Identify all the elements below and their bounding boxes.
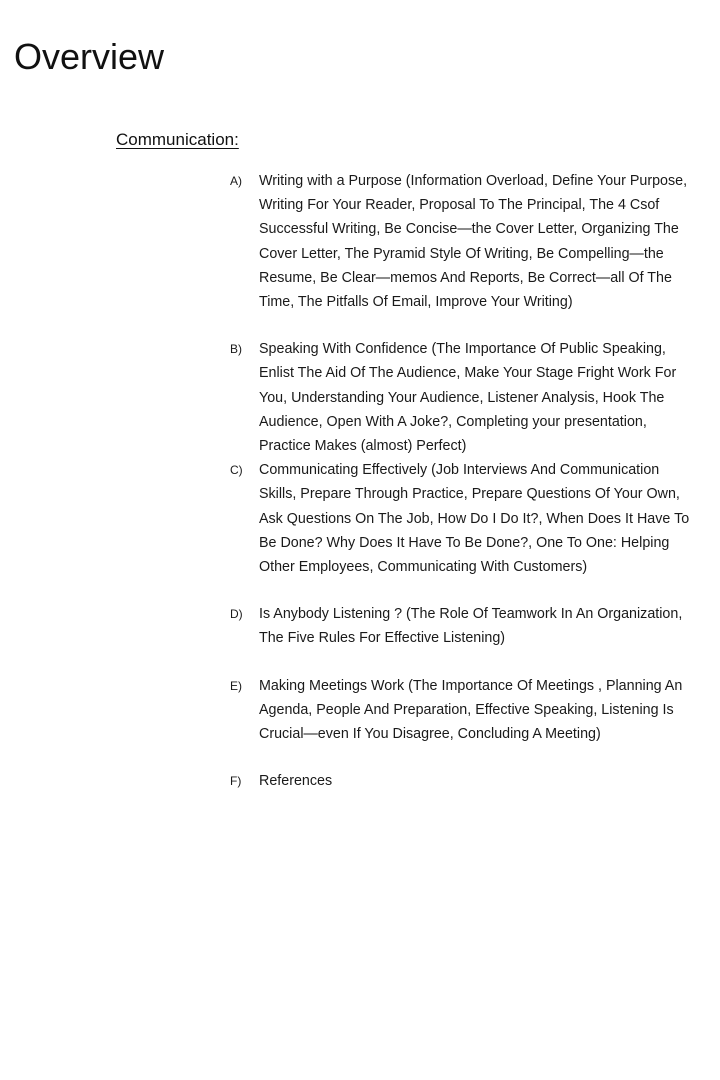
item-marker: C) <box>230 463 243 478</box>
outline-item-a <box>230 169 700 314</box>
outline-item-e <box>230 674 700 747</box>
item-text: Speaking With Confidence (The Importance Of Public Speaking, Enlist The Aid Of The Audience, Make Your Stage Fright Work For You, Understanding Your Audience, Listener Analysis, Hook The Audience, Open With A Joke?, Completing your presentation, Practice Makes (almost) Perfect) <box>259 341 677 455</box>
item-marker: D) <box>230 607 243 622</box>
outline-item-c <box>230 458 700 579</box>
topic-outline <box>230 169 700 793</box>
item-text: Is Anybody Listening ? (The Role Of Teamwork In An Organization, The Five Rules For Effective Listening) <box>259 606 683 647</box>
item-text: Making Meetings Work (The Importance Of Meetings , Planning An Agenda, People And Preparation, Effective Speaking, Listening Is Crucial—even If You Disagree, Concluding A Meeting) <box>259 677 683 743</box>
item-text: References <box>259 773 333 790</box>
page-title: Overview <box>14 36 165 77</box>
outline-item-d <box>230 602 700 650</box>
item-text: Writing with a Purpose (Information Overload, Define Your Purpose, Writing For Your Reader, Proposal To The Principal, The 4 Csof Successful Writing, Be Concise—the Cover Letter, Organizing The Cover Letter, The Pyramid Style Of Writing, Be Compelling—the Resume, Be Clear—memos And Reports, Be Correct—all Of The Time, The Pitfalls Of Email, Improve Your Writing) <box>259 173 688 311</box>
outline-item-b <box>230 337 700 458</box>
item-marker: B) <box>230 342 242 357</box>
item-marker: E) <box>230 678 242 693</box>
item-marker: F) <box>230 774 242 789</box>
outline-item-f <box>230 769 700 793</box>
item-text: Communicating Effectively (Job Interviews And Communication Skills, Prepare Through Practice, Prepare Questions Of Your Own, Ask Questions On The Job, How Do I Do It?, When Does It Have To Be Done? Why Does It Have To Be Done?, One To One: Helping Other Employees, Communicating With Customers) <box>259 462 690 576</box>
item-marker: A) <box>230 174 242 188</box>
section-heading: Communication: <box>116 130 239 149</box>
